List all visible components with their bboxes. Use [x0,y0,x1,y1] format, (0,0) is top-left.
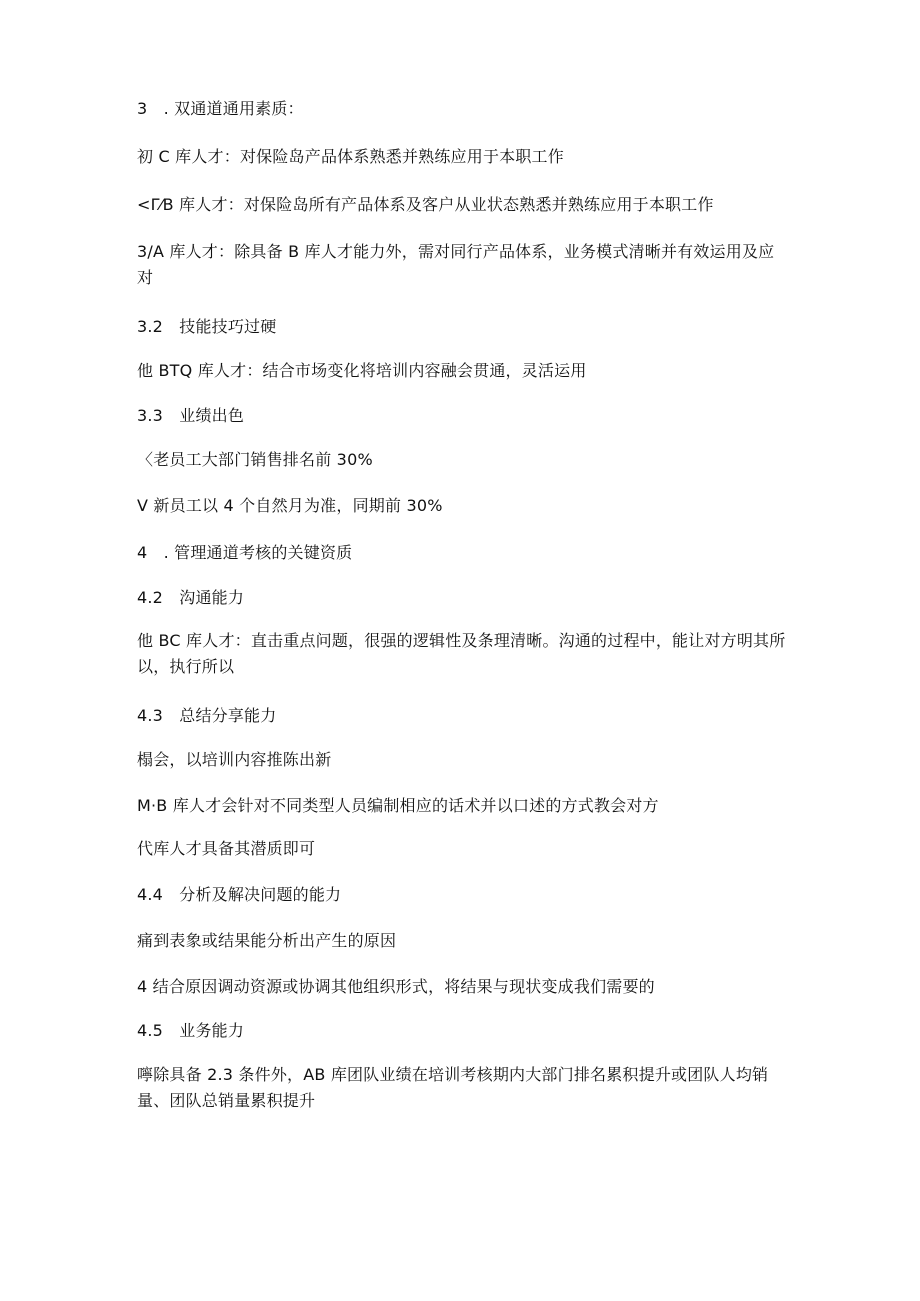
heading-dual-channel: 3 . 双通道通用素质： [137,99,304,118]
heading-business-ability: 4.5 业务能力 [137,1021,245,1040]
paragraph-a-talent: 3/A 库人才：除具备 B 库人才能力外，需对同行产品体系，业务模式清晰并有效运用及应对 [137,242,775,287]
paragraph-bc-talent: 他 BC 库人才：直击重点问题，很强的逻辑性及条理清晰。沟通的过程中，能让对方明其所以，执行所以 [137,631,786,676]
paragraph-potential: 代库人才具备其潜质即可 [137,839,316,858]
paragraph-b-script: M·B 库人才会针对不同类型人员编制相应的话术并以口述的方式教会对方 [137,796,659,815]
heading-performance: 3.3 业绩出色 [137,406,245,425]
paragraph-resources: 4 结合原因调动资源或协调其他组织形式，将结果与现状变成我们需要的 [137,977,655,996]
paragraph-btq-talent: 他 BTQ 库人才：结合市场变化将培训内容融会贯通，灵活运用 [137,361,587,380]
heading-problem-solving: 4.4 分析及解决问题的能力 [137,885,342,904]
heading-communication: 4.2 沟通能力 [137,588,245,607]
heading-management-channel: 4 . 管理通道考核的关键资质 [137,543,353,562]
paragraph-senior-staff: 〈老员工大部门销售排名前 30% [137,450,373,469]
paragraph-team-performance: 嚀除具备 2.3 条件外，AB 库团队业绩在培训考核期内大部门排名累积提升或团队人均销量、团队总销量累积提升 [137,1065,769,1110]
paragraph-c-talent: 初 C 库人才：对保险岛产品体系熟悉并熟练应用于本职工作 [137,147,564,166]
paragraph-analysis: 痛到表象或结果能分析出产生的原因 [137,931,397,950]
heading-skills: 3.2 技能技巧过硬 [137,317,277,336]
heading-summary-sharing: 4.3 总结分享能力 [137,706,277,725]
paragraph-b-talent: <Γ⁄B 库人才：对保险岛所有产品体系及客户从业状态熟悉并熟练应用于本职工作 [137,195,714,214]
paragraph-training-innovation: 榻会，以培训内容推陈出新 [137,750,332,769]
paragraph-new-staff: V 新员工以 4 个自然月为准，同期前 30% [137,496,443,515]
